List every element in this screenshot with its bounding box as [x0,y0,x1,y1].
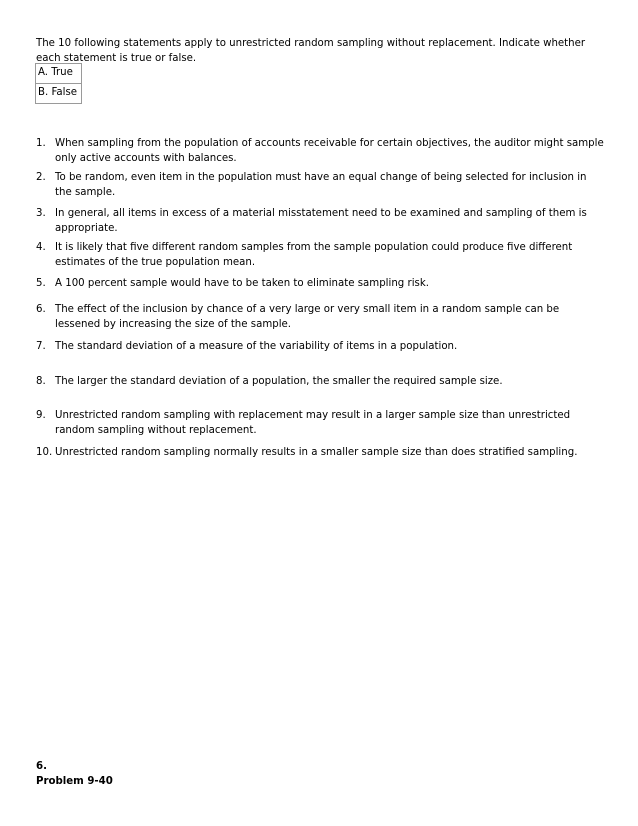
option-row [36,84,82,104]
answer-options [35,63,82,104]
statement-2 [36,170,606,200]
statement-number: 10. [36,447,53,458]
problem-footer [36,759,113,789]
statement-text: Unrestricted random sampling normally results in a smaller sample size than does stratified sampling. [55,447,578,458]
statement-3 [36,206,606,236]
statement-text: To be random, even item in the population must have an equal change of being selected for inclusion in the sample. [55,172,587,198]
statement-4 [36,240,606,270]
statement-text: A 100 percent sample would have to be taken to eliminate sampling risk. [55,278,429,289]
statement-number: 8. [36,376,46,387]
statement-number: 3. [36,208,46,219]
option-row [36,64,82,84]
statement-number: 5. [36,278,46,289]
statement-text: Unrestricted random sampling with replacement may result in a larger sample size than unrestricted random sampling without replacement. [55,410,571,436]
statement-number: 9. [36,410,46,421]
statement-text: When sampling from the population of accounts receivable for certain objectives, the auditor might sample only active accounts with balances. [55,138,604,164]
statement-9 [36,408,606,438]
problem-title: Problem 9-40 [36,776,113,787]
statement-text: The larger the standard deviation of a population, the smaller the required sample size. [55,376,503,387]
option-false: B. False [36,84,82,104]
statement-text: The effect of the inclusion by chance of a very large or very small item in a random sample can be lessened by increasing the size of the sample. [55,304,560,330]
statement-1 [36,136,606,166]
statement-number: 6. [36,304,46,315]
instructions-text: The 10 following statements apply to unrestricted random sampling without replacement. Indicate whether each statement is true or false. [36,38,586,64]
statement-7 [36,339,606,354]
option-true: A. True [36,64,82,84]
statement-5 [36,276,606,291]
statement-8 [36,374,606,389]
statement-text: The standard deviation of a measure of the variability of items in a population. [55,341,458,352]
statement-10 [36,445,606,460]
statement-6 [36,302,606,332]
statement-number: 2. [36,172,46,183]
statement-number: 7. [36,341,46,352]
problem-number: 6. [36,761,47,772]
statement-number: 4. [36,242,46,253]
statement-number: 1. [36,138,46,149]
statement-text: In general, all items in excess of a material misstatement need to be examined and sampling of them is appropriate. [55,208,587,234]
statement-text: It is likely that five different random samples from the sample population could produce five different estimates of the true population mean. [55,242,573,268]
